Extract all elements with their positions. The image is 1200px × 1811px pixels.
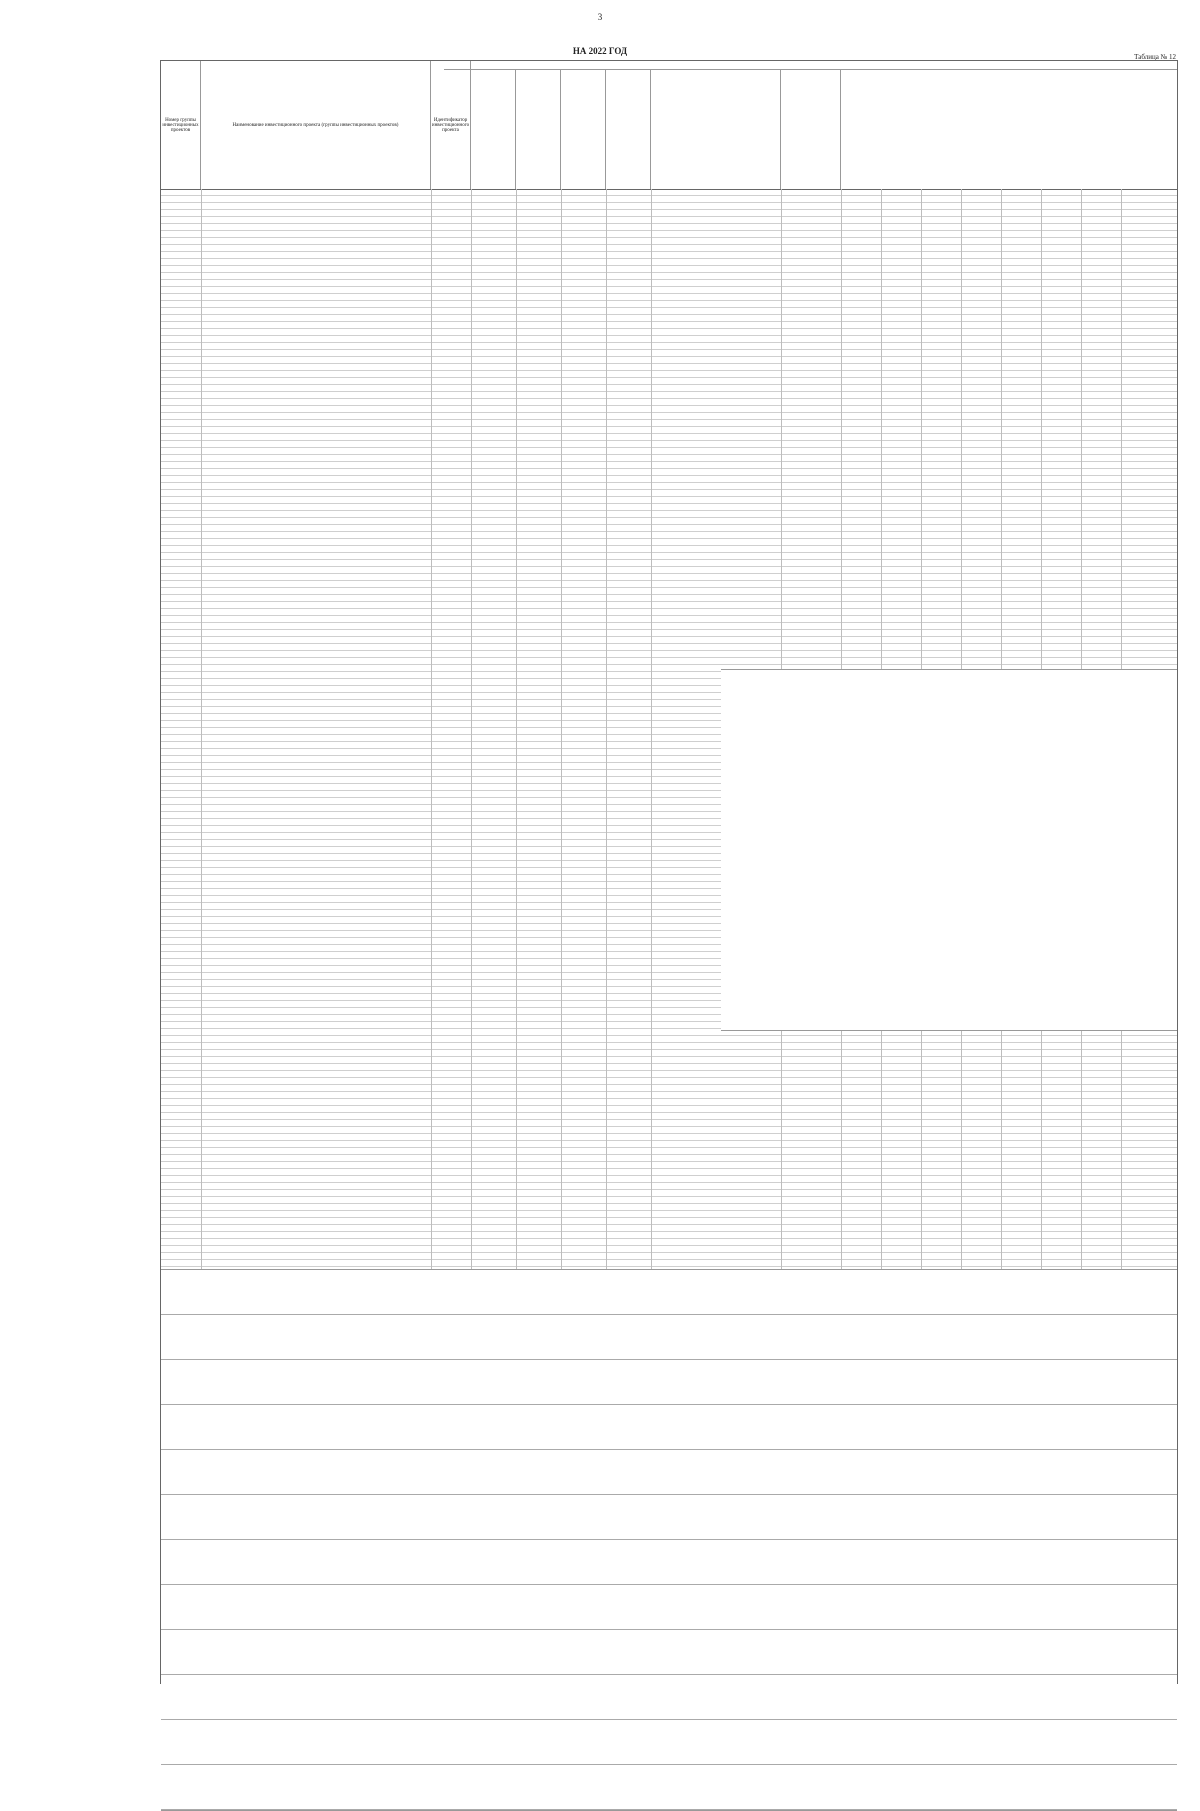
header-id: Идентификатор инвестиционного проекта xyxy=(431,61,471,189)
detail-rows-block xyxy=(161,1269,1177,1811)
merged-cell-block xyxy=(721,669,1177,1031)
header-stub: Номер группы инвестиционных проектов xyxy=(161,61,201,189)
table-header xyxy=(161,61,1177,190)
header-col-2 xyxy=(516,69,561,189)
header-col-6 xyxy=(781,69,841,189)
investment-table xyxy=(160,60,1178,1684)
header-col-1 xyxy=(471,69,516,189)
header-name: Наименование инвестиционного проекта (группы инвестиционных проектов) xyxy=(201,61,431,189)
page-number: 3 xyxy=(597,12,603,22)
header-col-5 xyxy=(651,69,781,189)
header-col-3 xyxy=(561,69,606,189)
header-col-4 xyxy=(606,69,651,189)
table-body xyxy=(161,189,1177,1683)
document-title: НА 2022 ГОД xyxy=(572,46,628,56)
annex-label: Таблица № 12 xyxy=(1134,53,1176,61)
header-col-7 xyxy=(841,69,1177,189)
